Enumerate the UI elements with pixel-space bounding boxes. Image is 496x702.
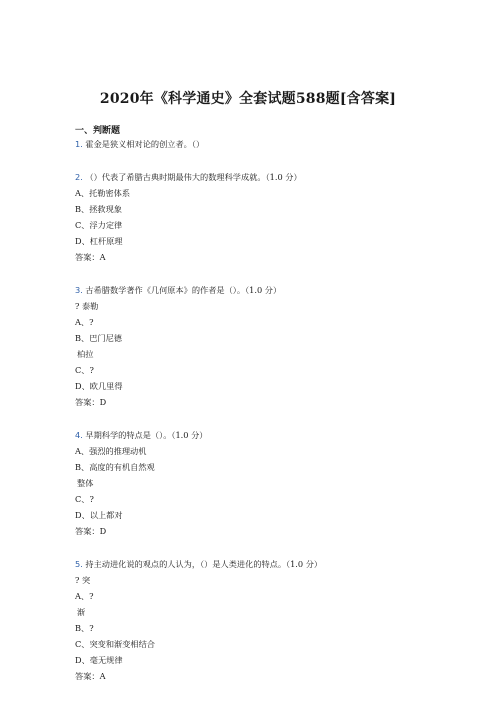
option-line: C、? [75,494,94,504]
option-line: A、强烈的推理动机 [75,446,147,456]
question-text: 霍金是狭义相对论的创立者。（） [85,139,205,149]
answer-line: 答案：D [75,526,107,536]
question-item [75,556,475,572]
question-item [75,427,475,443]
option-line: B、巴门尼德 [75,333,122,343]
option-line: A、? [75,317,94,327]
option-line: C、? [75,365,94,375]
question-text: 早期科学的特点是（）。（1.0 分） [85,430,208,440]
question-number: 4. [75,430,83,440]
page-title: 2020年《科学通史》全套试题588题[含答案] [99,91,397,107]
option-line: D、以上都对 [75,510,123,520]
question-item [75,136,475,152]
option-line: D、毫无规律 [75,655,123,665]
question-number: 1. [75,139,83,149]
option-line: D、杠杆原理 [75,236,123,246]
option-line: C、突变和渐变相结合 [75,639,155,649]
question-text: 古希腊数学著作《几何原本》的作者是（）。（1.0 分） [85,285,282,295]
question-number: 2. [75,172,83,182]
option-line: B、拯救现象 [75,204,122,214]
section-heading: 一、判断题 [75,126,121,136]
option-line: 柏拉 [77,349,94,359]
answer-line: 答案：D [75,397,107,407]
question-list [75,136,475,684]
question-text: 持主动进化说的观点的人认为，（）是人类进化的特点。（1.0 分） [85,559,323,569]
question-item [75,169,475,185]
question-number: 5. [75,559,83,569]
option-line: B、高度的有机自然观 [75,462,155,472]
option-line: D、欧几里得 [75,381,123,391]
option-line: 渐 [77,607,86,617]
option-line: B、? [75,623,94,633]
answer-line: 答案：A [75,671,106,681]
answer-line: 答案：A [75,252,106,262]
option-line: A、? [75,591,94,601]
option-line: A、托勒密体系 [75,188,131,198]
question-number: 3. [75,285,83,295]
option-line: C、浮力定律 [75,220,123,230]
question-text: （）代表了希腊古典时期最伟大的数理科学成就。（1.0 分） [85,172,302,182]
option-line: ? 泰勒 [75,301,99,311]
question-item [75,282,475,298]
option-line: 整体 [77,478,94,488]
option-line: ? 突 [75,575,91,585]
